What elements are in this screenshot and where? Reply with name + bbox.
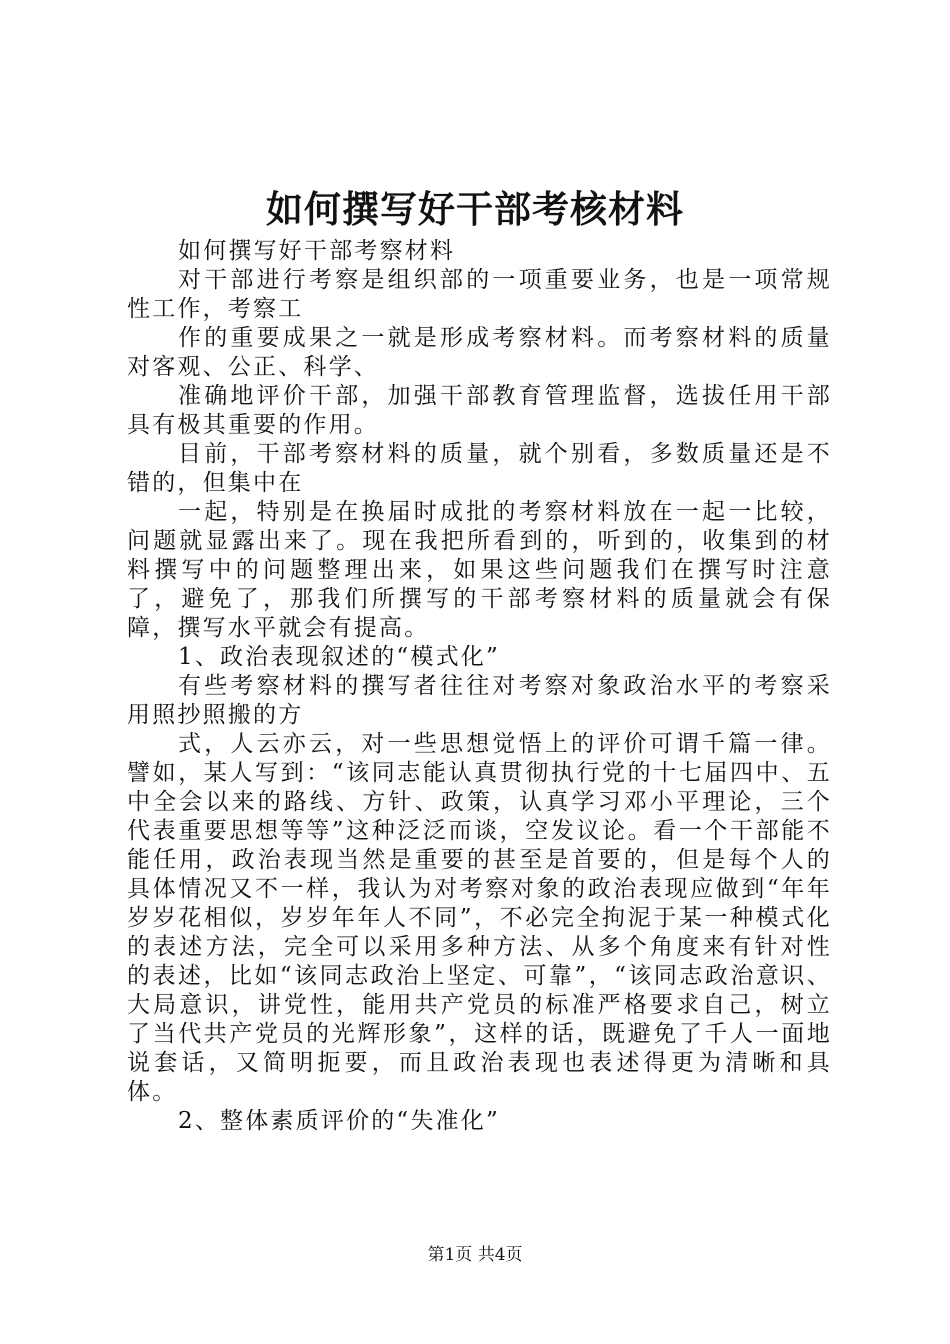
paragraph: 式，人云亦云，对一些思想觉悟上的评价可谓千篇一律。譬如，某人写到：“该同志能认真贯彻执行党的十七届四中、五中全会以来的路线、方针、政策，认真学习邓小平理论，三个代表重要思想等等”这种泛泛而谈，空发议论。看一个干部能不能任用，政治表现当然是重要的甚至是首要的，但是每个人的具体情况又不一样，我认为对考察对象的政治表现应做到“年年岁岁花相似，岁岁年年人不同”，不必完全拘泥于某一种模式化的表述方法，完全可以采用多种方法、从多个角度来有针对性的表述，比如“该同志政治上坚定、可靠”，“该同志政治意识、大局意识，讲党性，能用共产党员的标准严格要求自己，树立了当代共产党员的光辉形象”，这样的话，既避免了千人一面地说套话，又简明扼要，而且政治表现也表述得更为清晰和具体。 (127, 731, 832, 1105)
paragraph: 准确地评价干部，加强干部教育管理监督，选拔任用干部具有极其重要的作用。 (127, 383, 832, 438)
paragraph: 对干部进行考察是组织部的一项重要业务，也是一项常规性工作，考察工 (127, 267, 832, 322)
paragraph: 目前，干部考察材料的质量，就个别看，多数质量还是不错的，但集中在 (127, 441, 832, 496)
document-title: 如何撰写好干部考核材料 (266, 187, 684, 231)
section-heading: 1、政治表现叙述的“模式化” (178, 644, 500, 670)
paragraph: 如何撰写好干部考察材料 (178, 238, 456, 264)
paragraph: 有些考察材料的撰写者往往对考察对象政治水平的考察采用照抄照搬的方 (127, 673, 832, 728)
paragraph: 一起，特别是在换届时成批的考察材料放在一起一比较，问题就显露出来了。现在我把所看到的，听到的，收集到的材料撰写中的问题整理出来，如果这些问题我们在撰写时注意了，避免了，那我们所撰写的干部考察材料的质量就会有保障，撰写水平就会有提高。 (127, 499, 832, 641)
section-heading: 2、整体素质评价的“失准化” (178, 1108, 500, 1134)
page-footer: 第1页 共4页 (427, 1245, 523, 1265)
paragraph: 作的重要成果之一就是形成考察材料。而考察材料的质量对客观、公正、科学、 (127, 325, 832, 380)
document-body (127, 237, 832, 1136)
